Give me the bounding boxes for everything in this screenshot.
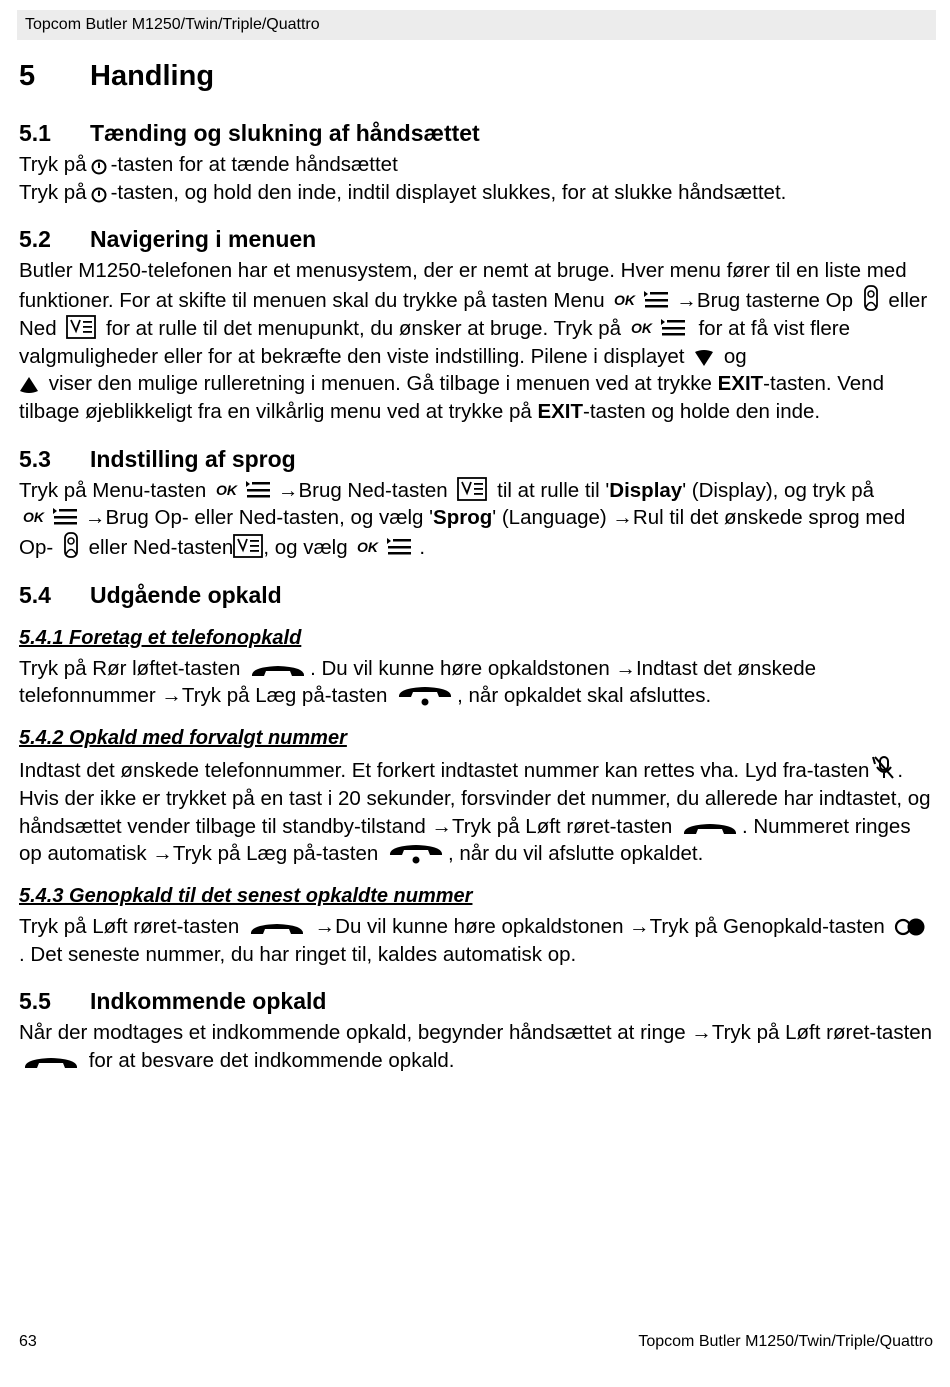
svg-text:OK: OK [23, 509, 44, 526]
page-number: 63 [19, 1333, 37, 1350]
subsection-heading: 5.4.1 Foretag et telefonopkald [19, 626, 302, 649]
chapter-heading: 5 Handling [19, 60, 215, 92]
ok-menu-key-icon [23, 506, 81, 528]
section-5-1 [19, 118, 934, 206]
section-5-2 [19, 224, 934, 425]
off-hook-key-icon [682, 821, 738, 837]
paragraph: Butler M1250-telefonen har et menusystem, der er nemt at bruge. Hver menu fører til en liste med funktioner. For at skifte til menuen skal du trykke på tasten Menu OK →Brug tasterne Op eller Ned for at rulle til det menupunkt, du ønsker at bruge. Tryk på OK for at få vist flere valgmuligheder eller for at bekræfte den viste indstilling. Pilene i displayet og viser den mulige rulleretning i menuen. Gå tilbage i menuen ved at trykke EXIT-tasten. Vend tilbage øjeblikkeligt fra en vilkårlig menu ved at trykke på EXIT-tasten og holde den inde. [19, 259, 928, 423]
section-heading: 5.4 Udgående opkald [19, 581, 282, 608]
arrow-up-icon [19, 376, 39, 394]
paragraph: Indtast det ønskede telefonnummer. Et forkert indtastet nummer kan rettes vha. Lyd fra-tasten . Hvis der ikke er trykket på en tast i 20 sekunder, forsvinder det nummer, du allerede har indtastet, og håndsættet vender tilbage til standby-tilstand →Tryk på Løft røret-tasten . Nummeret ringes op automatisk →Tryk på Læg på-tasten , når du vil afslutte opkaldet. [19, 755, 934, 868]
header-title: Topcom Butler M1250/Twin/Triple/Quattro [25, 16, 320, 33]
svg-text:OK: OK [630, 319, 652, 336]
paragraph: Tryk på Rør løftet-tasten . Du vil kunne høre opkaldstonen →Indtast det ønskede telefonnummer →Tryk på Læg på-tasten , når opkaldet skal afsluttes. [19, 656, 817, 708]
page-content [19, 56, 934, 1075]
section-5-5 [19, 986, 934, 1074]
section-heading: 5.1 Tænding og slukning af håndsættet [19, 120, 480, 146]
section-heading: 5.3 Indstilling af sprog [19, 445, 296, 472]
arrow-down-icon [694, 349, 714, 367]
paragraph: Når der modtages et indkommende opkald, begynder håndsættet at ringe →Tryk på Løft røret-tasten for at besvare det indkommende opkald. [19, 1021, 933, 1073]
svg-text:OK: OK [614, 292, 636, 309]
on-hook-key-icon [397, 686, 453, 706]
on-hook-key-icon [388, 844, 444, 864]
down-key-icon [457, 477, 487, 501]
mute-key-icon [871, 755, 897, 781]
footer-title: Topcom Butler M1250/Twin/Triple/Quattro [638, 1333, 933, 1350]
power-key-icon [91, 159, 107, 175]
ok-menu-key-icon [631, 317, 689, 339]
off-hook-key-icon [249, 921, 305, 937]
subsection-heading: 5.4.2 Opkald med forvalgt nummer [19, 727, 347, 750]
off-hook-key-icon [250, 663, 306, 679]
paragraph: Tryk på Løft røret-tasten →Du vil kunne høre opkaldstonen →Tryk på Genopkald-tasten . Det seneste nummer, du har ringet til, kaldes automatisk op. [19, 913, 934, 968]
paragraph: Tryk på -tasten for at tænde håndsættet Tryk på -tasten, og hold den inde, indtil displayet slukkes, for at slukke håndsættet. [19, 153, 787, 204]
redial-key-icon [894, 917, 926, 937]
svg-text:OK: OK [215, 481, 237, 498]
ok-menu-key-icon [216, 479, 274, 501]
up-key-icon [63, 532, 79, 558]
paragraph: Tryk på Menu-tasten OK →Brug Ned-tasten til at rulle til 'Display' (Display), og tryk på OK →Brug Op- eller Ned-tasten, og vælg 'Sprog' (Language) →Rul til det ønskede sprog med Op- eller Ned-tasten , og vælg OK . [19, 478, 906, 560]
section-5-4 [19, 580, 934, 969]
subsection-heading: 5.4.3 Genopkald til det senest opkaldte nummer [19, 884, 473, 907]
up-key-icon [863, 285, 879, 311]
section-heading: 5.5 Indkommende opkald [19, 988, 327, 1015]
page-header [17, 10, 936, 40]
off-hook-key-icon [23, 1055, 79, 1071]
down-key-icon [233, 534, 263, 558]
section-5-3 [19, 444, 934, 562]
ok-menu-key-icon [357, 536, 415, 558]
power-key-icon [91, 187, 107, 203]
ok-menu-key-icon [614, 289, 672, 311]
section-heading: 5.2 Navigering i menuen [19, 226, 317, 253]
svg-text:OK: OK [357, 539, 379, 556]
down-key-icon [66, 315, 96, 339]
